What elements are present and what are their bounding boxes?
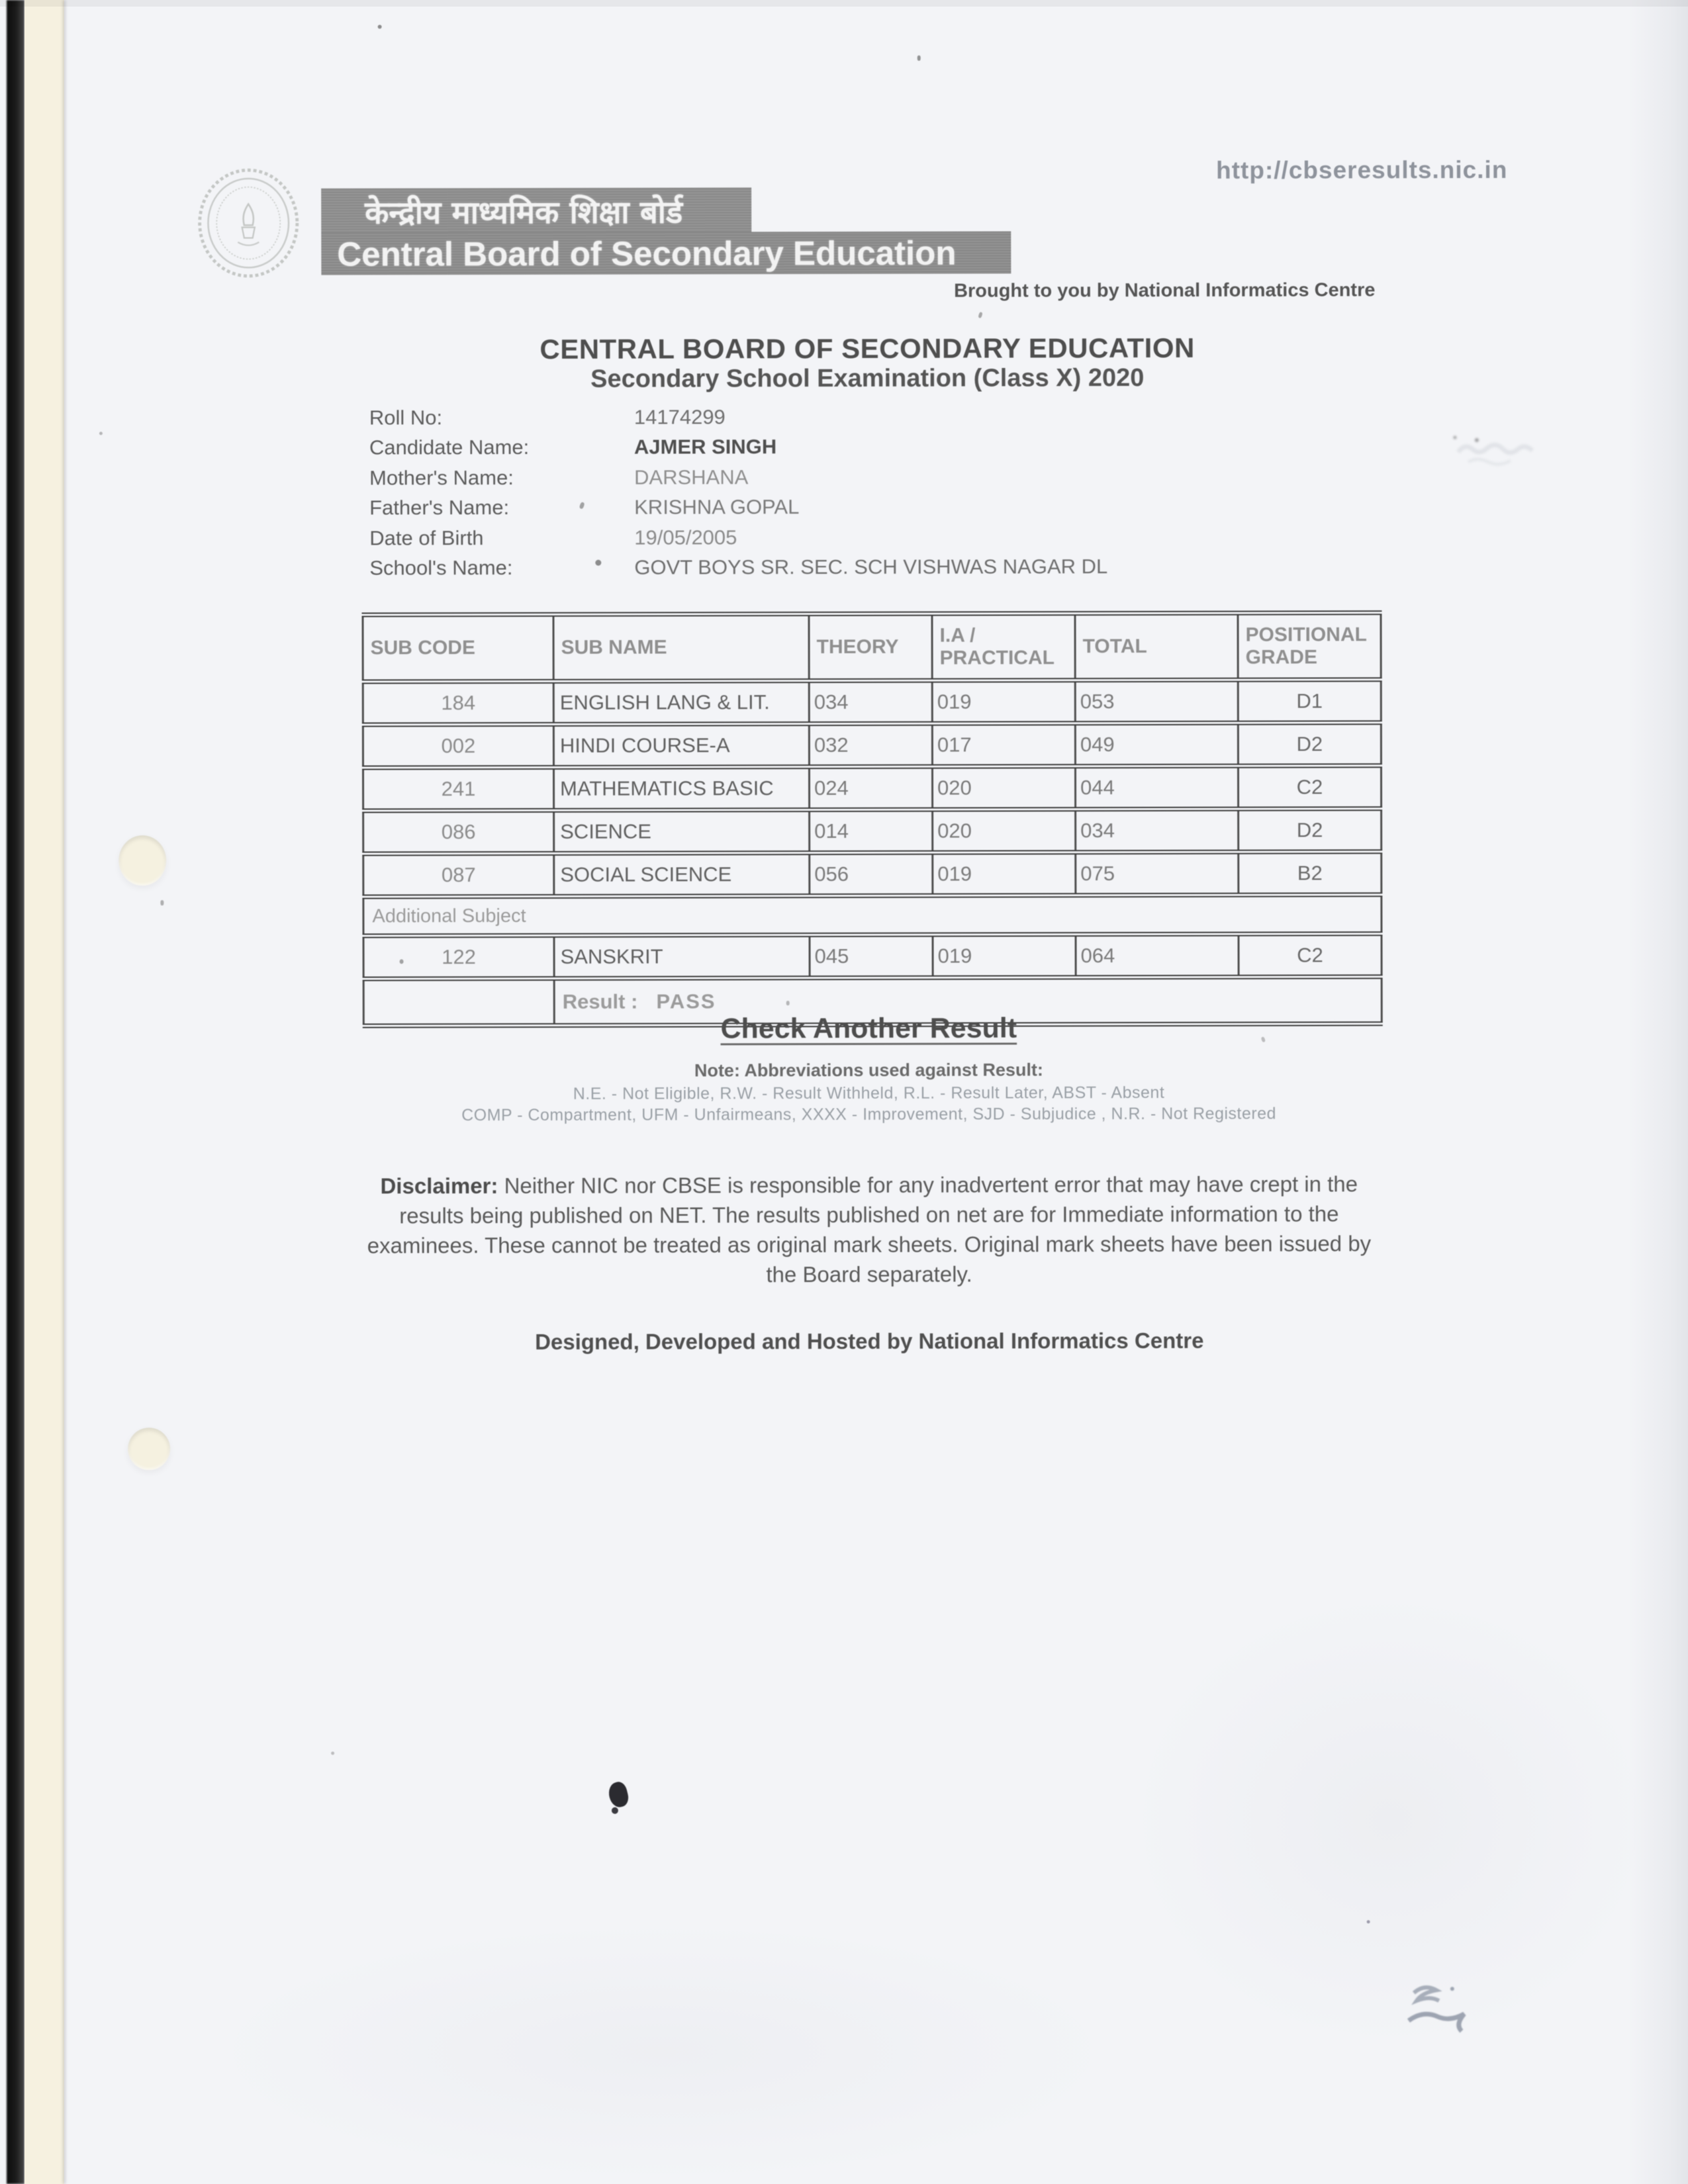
col-header-practical: I.A / PRACTICAL <box>932 614 1075 680</box>
scan-speck <box>99 432 103 435</box>
scan-speck <box>595 560 601 566</box>
cbse-banner-english <box>321 231 1011 275</box>
sub-name: HINDI COURSE-A <box>553 724 809 768</box>
total-marks: 049 <box>1075 723 1238 766</box>
disclaimer-paragraph <box>361 1169 1377 1290</box>
practical-marks: 019 <box>932 680 1075 723</box>
theory-marks: 032 <box>809 723 932 766</box>
positional-grade: D1 <box>1238 680 1381 723</box>
col-header-grade: POSITIONAL GRADE <box>1238 613 1381 680</box>
cbse-emblem-icon <box>195 168 301 279</box>
practical-marks: 019 <box>933 852 1076 895</box>
disclaimer-label: Disclaimer: <box>380 1173 498 1199</box>
detail-label: Candidate Name: <box>369 435 530 459</box>
sub-name: SCIENCE <box>554 810 810 854</box>
positional-grade: C2 <box>1239 934 1382 977</box>
candidate-name-value: AJMER SINGH <box>633 435 777 459</box>
additional-subject-row <box>363 895 1382 936</box>
brought-by-line: Brought to you by National Informatics Centre <box>953 279 1376 302</box>
candidate-details <box>369 400 1363 583</box>
cbse-banner-hindi-text: केन्द्रीय माध्यमिक शिक्षा बोर्ड <box>365 194 683 232</box>
col-header-theory: THEORY <box>809 614 932 680</box>
detail-row-roll-no <box>369 400 1362 433</box>
abbreviations-note-title: Note: Abbreviations used against Result: <box>694 1060 1044 1081</box>
results-site-url: http://cbseresults.nic.in <box>1216 156 1508 184</box>
additional-subject-label: Additional Subject <box>363 895 1382 936</box>
table-row-hindi <box>363 723 1381 768</box>
father-name-value: KRISHNA GOPAL <box>634 495 800 519</box>
sub-code: 086 <box>363 810 554 854</box>
date-of-birth-value: 19/05/2005 <box>634 525 737 549</box>
detail-label: Date of Birth <box>369 525 484 550</box>
result-status-value: PASS <box>656 989 716 1013</box>
positional-grade: D2 <box>1238 723 1381 766</box>
detail-label: Mother's Name: <box>369 465 514 490</box>
check-another-result-link[interactable]: Check Another Result <box>720 1012 1017 1045</box>
sub-code: 184 <box>363 681 553 725</box>
scan-speck <box>978 312 983 318</box>
detail-label: Father's Name: <box>369 496 510 520</box>
sub-name: SANSKRIT <box>554 935 810 979</box>
roll-no-value: 14174299 <box>633 405 726 429</box>
practical-marks: 019 <box>933 934 1076 978</box>
col-header-sub-name: SUB NAME <box>553 614 809 682</box>
table-row-social-science <box>363 852 1382 897</box>
detail-row-date-of-birth <box>369 521 1362 553</box>
abbreviations-line-1: N.E. - Not Eligible, R.W. - Result Withheld, R.L. - Result Later, ABST - Absent <box>573 1083 1165 1103</box>
table-row-science <box>363 809 1382 854</box>
sub-name: ENGLISH LANG & LIT. <box>553 681 809 725</box>
scan-speck <box>1367 1920 1370 1923</box>
theory-marks: 024 <box>809 766 932 809</box>
total-marks: 044 <box>1075 766 1238 809</box>
table-row-english <box>363 680 1381 725</box>
page-subtitle: Secondary School Examination (Class X) 2020 <box>590 364 1145 393</box>
scan-speck <box>400 959 404 964</box>
sub-code: 087 <box>363 853 554 897</box>
abbreviations-line-2: COMP - Compartment, UFM - Unfairmeans, XXXX - Improvement, SJD - Subjudice , N.R. - Not Registered <box>461 1104 1277 1125</box>
scan-speck <box>160 900 164 905</box>
footer-credit-line: Designed, Developed and Hosted by National Informatics Centre <box>535 1328 1204 1354</box>
practical-marks: 020 <box>932 766 1075 809</box>
detail-row-candidate-name <box>369 431 1362 463</box>
scan-speck <box>917 56 921 61</box>
col-header-sub-code: SUB CODE <box>363 614 553 682</box>
theory-marks: 056 <box>810 852 933 895</box>
theory-marks: 034 <box>809 680 932 723</box>
practical-marks: 017 <box>932 723 1075 766</box>
sub-code: 002 <box>363 724 553 768</box>
hole-punch <box>118 835 166 886</box>
scan-speck <box>378 24 382 28</box>
cbse-banner-english-text: Central Board of Secondary Education <box>337 234 957 273</box>
school-name-value: GOVT BOYS SR. SEC. SCH VISHWAS NAGAR DL <box>634 555 1108 579</box>
sub-code: 241 <box>363 767 553 811</box>
sub-name: MATHEMATICS BASIC <box>553 767 809 811</box>
total-marks: 053 <box>1075 680 1238 723</box>
table-row-mathematics <box>363 766 1381 811</box>
marks-table <box>361 610 1382 1028</box>
positional-grade: C2 <box>1238 766 1381 809</box>
hole-punch <box>128 1428 170 1470</box>
scan-speck <box>331 1752 334 1755</box>
page-title: CENTRAL BOARD OF SECONDARY EDUCATION <box>539 332 1195 365</box>
detail-row-school-name <box>369 551 1362 584</box>
total-marks: 064 <box>1076 934 1239 978</box>
cbse-banner-hindi <box>321 187 751 234</box>
disclaimer-text: Neither NIC nor CBSE is responsible for any inadvertent error that may have crept in the results being published on NET. The results published on net are for Immediate information to the examinees. These cannot be treated as original mark sheets. Original mark sheets have been issued by the Board separately. <box>367 1171 1372 1287</box>
total-marks: 075 <box>1076 852 1239 895</box>
practical-marks: 020 <box>933 809 1076 852</box>
positional-grade: D2 <box>1239 809 1382 852</box>
detail-label: School's Name: <box>369 556 513 580</box>
pencil-smudge <box>1452 426 1551 472</box>
pen-scribble <box>1389 1974 1521 2040</box>
result-label: Result : <box>562 989 638 1013</box>
mother-name-value: DARSHANA <box>634 465 749 489</box>
detail-row-mother-name <box>369 461 1362 493</box>
theory-marks: 045 <box>810 934 933 978</box>
table-row-sanskrit <box>363 934 1382 979</box>
detail-row-father-name <box>369 491 1362 523</box>
col-header-total: TOTAL <box>1075 613 1238 680</box>
theory-marks: 014 <box>810 809 933 852</box>
sub-code: 122 <box>363 935 554 979</box>
marks-table-header-row <box>363 613 1381 682</box>
positional-grade: B2 <box>1239 852 1382 895</box>
detail-label: Roll No: <box>369 406 443 430</box>
sub-name: SOCIAL SCIENCE <box>554 853 810 897</box>
scan-speck <box>786 1001 790 1005</box>
ink-blot-mark <box>606 1780 630 1809</box>
total-marks: 034 <box>1076 809 1239 852</box>
